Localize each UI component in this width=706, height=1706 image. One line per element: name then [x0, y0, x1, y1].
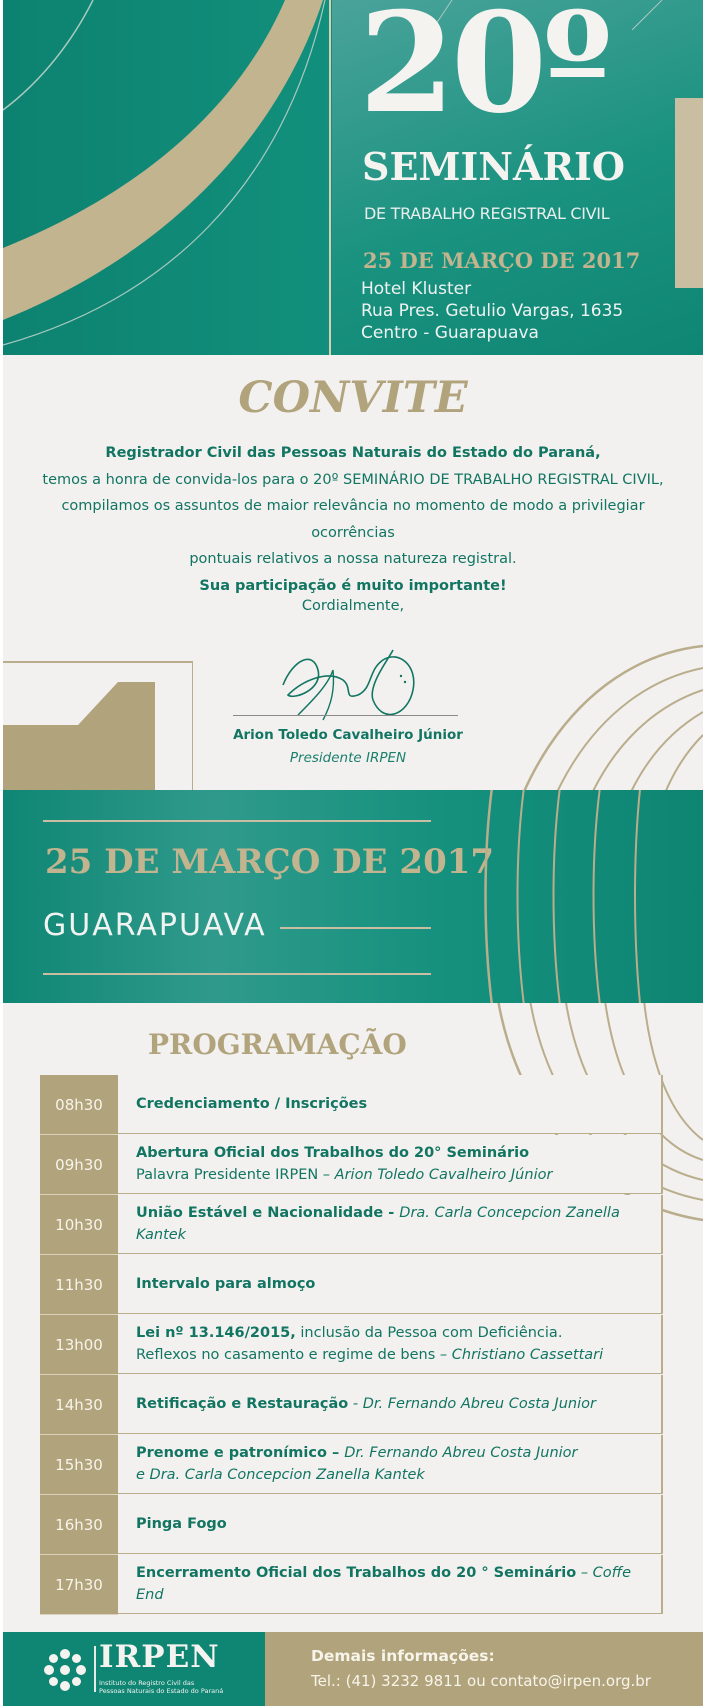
program-row [40, 1195, 665, 1255]
program-text-line1-bold: Credenciamento / Inscrições [136, 1096, 368, 1112]
program-line-1 [136, 1322, 661, 1344]
program-description [118, 1075, 663, 1134]
invite-line-3: compilamos os assuntos de maior relevância no momento de modo a privilegiar ocorrências [61, 498, 645, 541]
invite-title: CONVITE [238, 373, 468, 423]
event-date: 25 DE MARÇO DE 2017 [363, 248, 641, 273]
program-row [40, 1075, 665, 1135]
band-mid-line [280, 927, 431, 929]
program-time: 14h30 [40, 1375, 118, 1435]
footer [3, 1632, 703, 1706]
venue-street: Rua Pres. Getulio Vargas, 1635 [361, 301, 624, 321]
hero-banner [3, 0, 703, 355]
program-row [40, 1315, 665, 1375]
program-row [40, 1255, 665, 1315]
program-text-line1-italic: - Dr. Fernando Abreu Costa Junior [348, 1396, 596, 1412]
program-text-line1-bold: Lei nº 13.146/2015, [136, 1325, 296, 1341]
signature [273, 640, 423, 730]
event-title: SEMINÁRIO [362, 144, 625, 189]
program-description [118, 1315, 663, 1374]
left-corner-decoration [3, 660, 193, 790]
program-time: 15h30 [40, 1435, 118, 1495]
logo-sub-line-2: Pessoas Naturais do Estado do Paraná [99, 1687, 224, 1695]
program-row [40, 1555, 665, 1615]
program-text-line1-italic: – Coffe End [136, 1565, 632, 1603]
footer-logo-area [3, 1632, 265, 1706]
irpen-flower-icon [39, 1644, 91, 1696]
invite-line-5: Sua participação é muito importante! [199, 577, 507, 594]
program-text-line2-plain: Reflexos no casamento e regime de bens – [136, 1347, 452, 1363]
program-text-line1-bold: Abertura Oficial dos Trabalhos do 20° Seminário [136, 1145, 530, 1161]
hero-arc-decoration [3, 0, 333, 355]
event-number: 20º [359, 0, 609, 144]
program-time: 09h30 [40, 1135, 118, 1195]
band-arcs [463, 790, 703, 1003]
program-time: 11h30 [40, 1255, 118, 1315]
program-time: 17h30 [40, 1555, 118, 1615]
logo-sub-line-1: Instituto do Registro Civil das [99, 1679, 195, 1687]
program-time: 10h30 [40, 1195, 118, 1255]
program-time: 08h30 [40, 1075, 118, 1135]
footer-info-area [265, 1632, 703, 1706]
program-description [118, 1135, 663, 1194]
program-description [118, 1255, 663, 1314]
program-time: 16h30 [40, 1495, 118, 1555]
program-line-1 [136, 1142, 661, 1164]
program-line-2 [136, 1464, 661, 1486]
footer-contact[interactable]: Tel.: (41) 3232 9811 ou contato@irpen.org.br [311, 1672, 651, 1690]
band-bottom-line [43, 973, 431, 975]
program-description [118, 1555, 663, 1614]
program-title: PROGRAMAÇÃO [148, 1028, 407, 1061]
program-text-line1-italic: Dra. Carla Concepcion Zanella Kantek [136, 1205, 620, 1243]
program-text-line1-bold: União Estável e Nacionalidade - [136, 1205, 400, 1221]
event-subtitle: DE TRABALHO REGISTRAL CIVIL [364, 204, 610, 223]
footer-info-title: Demais informações: [311, 1647, 495, 1665]
program-line-1 [136, 1393, 661, 1415]
program-line-1 [136, 1562, 661, 1606]
signature-line [233, 715, 458, 716]
venue-name: Hotel Kluster [361, 279, 472, 299]
program-description [118, 1435, 663, 1494]
logo-divider [94, 1646, 96, 1692]
program-row [40, 1135, 665, 1195]
signer-name: Arion Toledo Cavalheiro Júnior [233, 727, 463, 743]
invite-text [23, 440, 683, 599]
program-line-2 [136, 1344, 661, 1366]
program-description [118, 1495, 663, 1554]
invite-line-1: Registrador Civil das Pessoas Naturais do Estado do Paraná, [105, 445, 601, 461]
irpen-logo-text: IRPEN [99, 1639, 220, 1675]
invite-line-2: temos a honra de convida-los para o 20º SEMINÁRIO DE TRABALHO REGISTRAL CIVIL, [42, 471, 664, 488]
program-row [40, 1375, 665, 1435]
invite-line-4: pontuais relativos a nossa natureza registral. [189, 551, 517, 567]
program-text-line1-bold: Pinga Fogo [136, 1516, 227, 1532]
program-text-line1-bold: Intervalo para almoço [136, 1276, 316, 1292]
invitation-page [3, 0, 703, 1706]
invite-closing: Cordialmente, [301, 598, 405, 614]
program-line-1 [136, 1513, 661, 1535]
program-text-line1-bold: Prenome e patronímico – [136, 1445, 345, 1461]
venue-district: Centro - Guarapuava [361, 323, 539, 343]
band-top-line [43, 820, 431, 822]
program-text-line1-bold: Encerramento Oficial dos Trabalhos do 20 ° Seminário [136, 1565, 577, 1581]
irpen-logo-subtitle [99, 1679, 223, 1695]
program-row [40, 1435, 665, 1495]
signer-role: Presidente IRPEN [289, 750, 407, 766]
program-text-line2-italic: Arion Toledo Cavalheiro Júnior [334, 1167, 553, 1183]
hero-divider [329, 0, 331, 355]
program-time-separator [40, 1614, 118, 1615]
program-description [118, 1195, 663, 1254]
program-text-line2-italic: Christiano Cassettari [451, 1347, 604, 1363]
program-line-1 [136, 1442, 661, 1464]
program-table [40, 1075, 665, 1615]
band-city: GUARAPUAVA [43, 908, 267, 943]
band-date: 25 DE MARÇO DE 2017 [45, 842, 495, 882]
program-row [40, 1495, 665, 1555]
program-line-1 [136, 1202, 661, 1246]
program-text-line1-italic: Dr. Fernando Abreu Costa Junior [344, 1445, 578, 1461]
program-text-line2-plain: Palavra Presidente IRPEN – [136, 1167, 335, 1183]
program-description [118, 1375, 663, 1434]
program-text-line1-rest: inclusão da Pessoa com Deficiência. [295, 1325, 563, 1341]
program-line-1 [136, 1273, 661, 1295]
event-venue [361, 278, 623, 344]
program-line-1 [136, 1093, 661, 1115]
program-text-line1-bold: Retificação e Restauração [136, 1396, 349, 1412]
program-time: 13h00 [40, 1315, 118, 1375]
program-text-line2-italic: e Dra. Carla Concepcion Zanella Kantek [136, 1467, 425, 1483]
program-line-2 [136, 1164, 661, 1186]
hero-gold-bar [675, 98, 703, 288]
